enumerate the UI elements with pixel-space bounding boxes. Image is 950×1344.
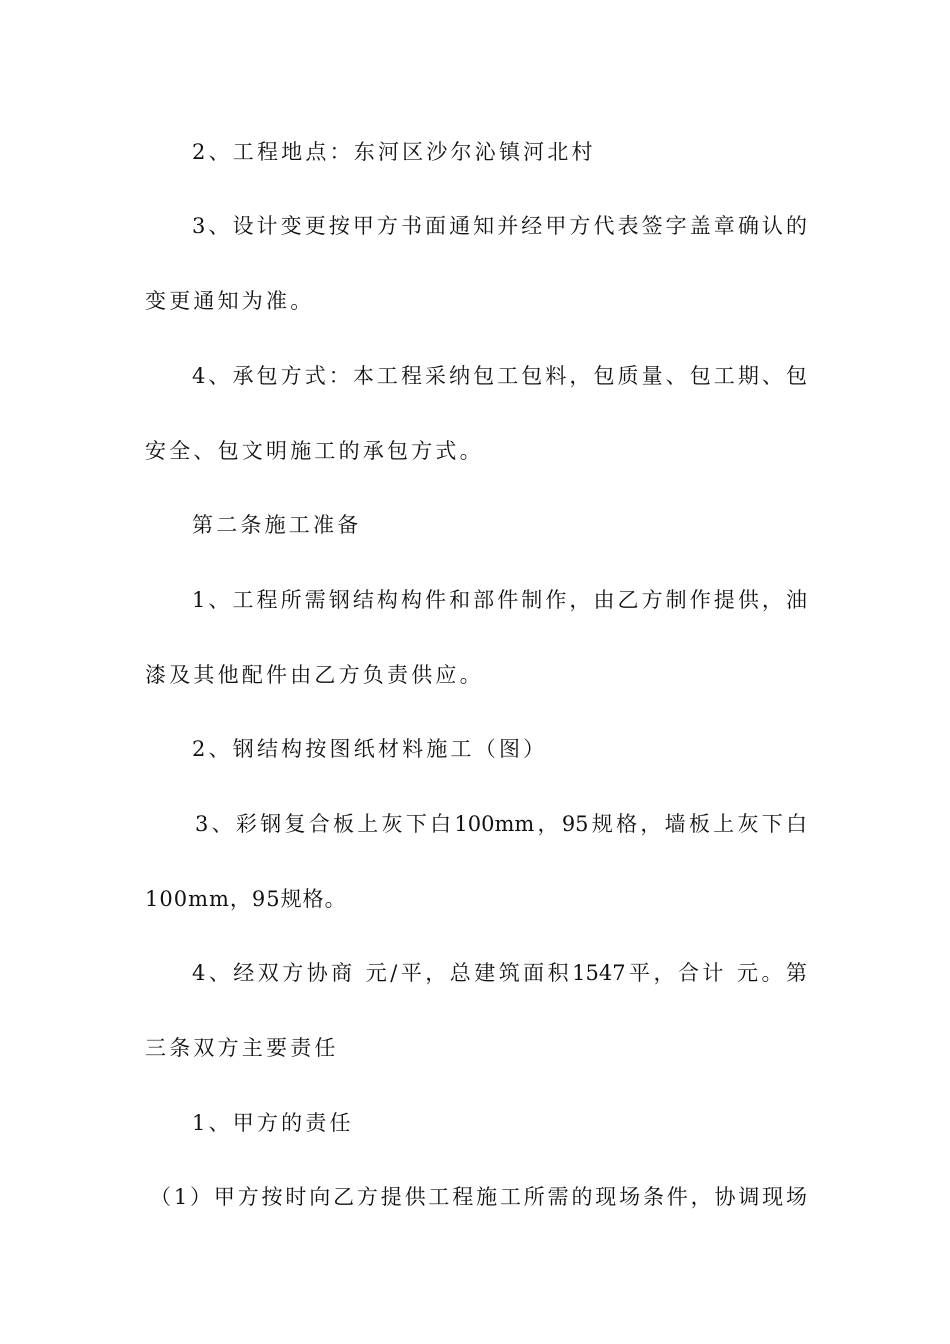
paragraph-steel-components-cont: 漆及其他配件由乙方负责供应。 [145,663,484,687]
paragraph-contract-mode: 4、承包方式：本工程采纳包工包料，包质量、包工期、包 [192,364,807,388]
paragraph-design-change-cont: 变更通知为准。 [145,289,315,313]
paragraph-party-a-site-conditions: （1）甲方按时向乙方提供工程施工所需的现场条件，协调现场 [150,1185,807,1209]
paragraph-design-change: 3、设计变更按甲方书面通知并经甲方代表签字盖章确认的 [192,214,807,238]
section-heading-construction-prep: 第二条施工准备 [192,513,362,537]
section-heading-responsibilities: 三条双方主要责任 [145,1036,339,1060]
paragraph-steel-components: 1、工程所需钢结构构件和部件制作，由乙方制作提供，油 [192,588,807,612]
paragraph-color-steel-panel: 3、彩钢复合板上灰下白100mm，95规格，墙板上灰下白 [195,812,807,836]
paragraph-steel-drawings: 2、钢结构按图纸材料施工（图） [192,737,548,761]
paragraph-project-location: 2、工程地点：东河区沙尔沁镇河北村 [192,140,596,164]
paragraph-contract-mode-cont: 安全、包文明施工的承包方式。 [145,439,484,463]
paragraph-negotiated-price: 4、经双方协商 元/平，总建筑面积1547平，合计 元。第 [192,961,807,985]
paragraph-color-steel-panel-cont: 100mm，95规格。 [145,887,347,911]
subheading-party-a-responsibility: 1、甲方的责任 [192,1111,354,1135]
